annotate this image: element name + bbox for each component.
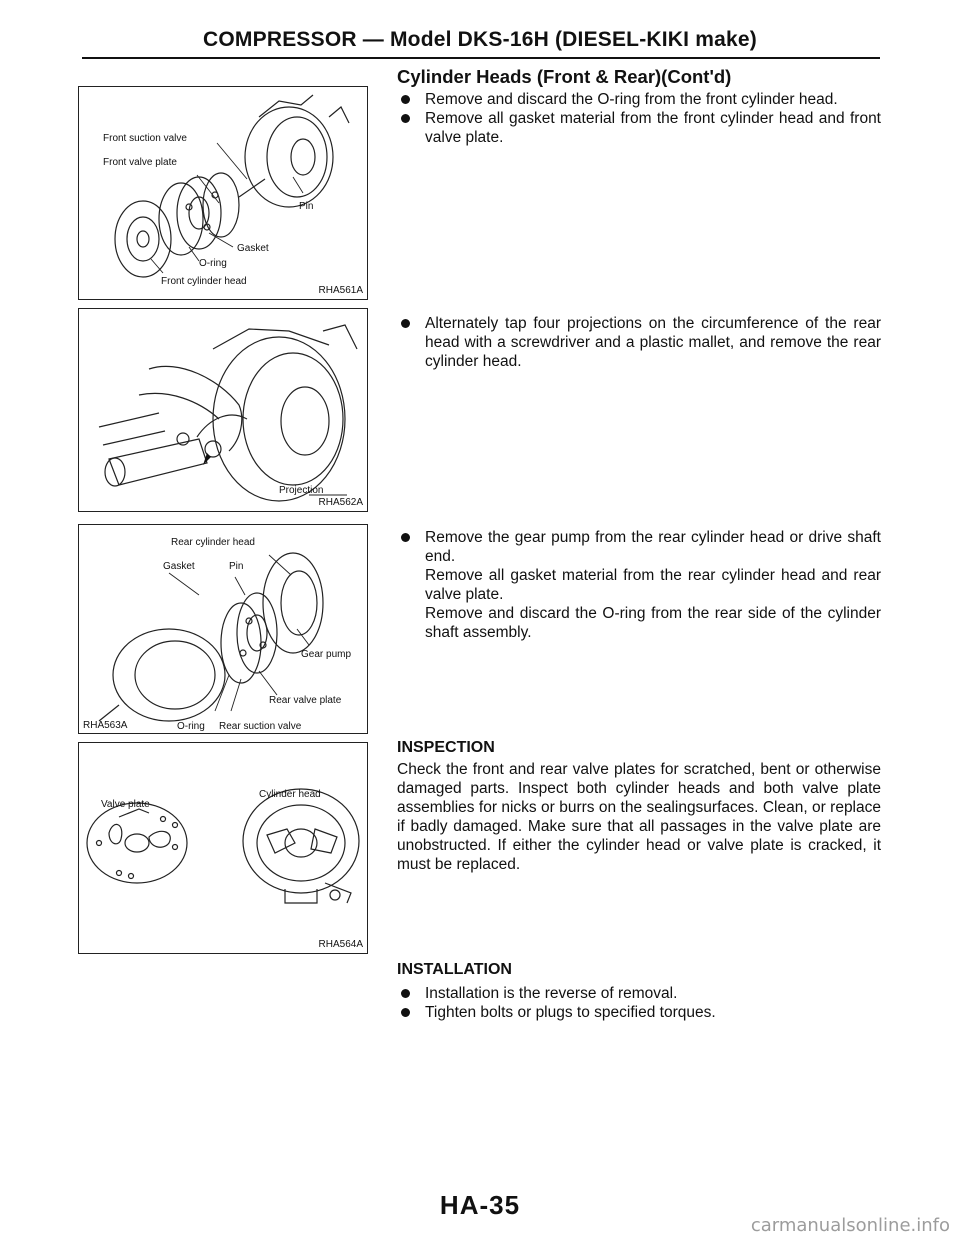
paragraph-line: Remove and discard the O-ring from the rear side of the cylinder shaft assembly. (425, 605, 881, 641)
list-item: Remove and discard the O-ring from the front cylinder head. (397, 90, 881, 109)
label-rear-suction-valve: Rear suction valve (219, 721, 302, 732)
rear-head-removal-illustration (79, 309, 367, 511)
figure-code: RHA563A (83, 720, 128, 731)
inspection-title: INSPECTION (397, 739, 495, 756)
page-header-title: COMPRESSOR — Model DKS-16H (DIESEL-KIKI make) (203, 28, 757, 51)
label-gear-pump: Gear pump (301, 649, 352, 660)
figure-code: RHA562A (318, 497, 363, 508)
label-front-cylinder-head: Front cylinder head (161, 276, 247, 287)
label-front-suction-valve: Front suction valve (103, 133, 187, 144)
text-block-gear-pump (397, 528, 881, 642)
figure-code: RHA561A (318, 285, 363, 296)
label-pin: Pin (229, 561, 244, 572)
page-number: HA-35 (439, 1190, 521, 1220)
valve-plate-cylinder-head-illustration (79, 743, 367, 953)
label-o-ring: O-ring (177, 721, 205, 732)
installation-title: INSTALLATION (397, 961, 512, 978)
header-rule (82, 57, 880, 59)
label-valve-plate: Valve plate (101, 799, 150, 810)
figure-front-cylinder-head (78, 86, 368, 300)
figure-code: RHA564A (318, 939, 363, 950)
paragraph-line: Remove all gasket material from the rear cylinder head and rear valve plate. (425, 567, 881, 603)
label-o-ring: O-ring (199, 258, 227, 269)
label-gasket: Gasket (237, 243, 269, 254)
list-item: Alternately tap four projections on the circumference of the rear head with a screwdriver and a plastic mallet, and remove the rear cylinder head. (397, 314, 881, 371)
label-rear-cylinder-head: Rear cylinder head (171, 537, 255, 548)
label-cylinder-head: Cylinder head (259, 789, 321, 800)
list-item: Installation is the reverse of removal. (397, 984, 881, 1003)
label-front-valve-plate: Front valve plate (103, 157, 177, 168)
section-title: Cylinder Heads (Front & Rear)(Cont'd) (397, 66, 732, 87)
label-pin: Pin (299, 201, 314, 212)
label-gasket: Gasket (163, 561, 195, 572)
list-item: Remove the gear pump from the rear cylinder head or drive shaft end. (397, 528, 881, 566)
list-item: Tighten bolts or plugs to specified torques. (397, 1003, 881, 1022)
watermark: carmanualsonline.info (750, 1215, 950, 1236)
text-block-front-head (397, 66, 881, 147)
figure-valve-plate-cylinder-head (78, 742, 368, 954)
figure-rear-head-removal (78, 308, 368, 512)
figure-rear-cylinder-head (78, 524, 368, 734)
text-block-rear-head (397, 314, 881, 371)
inspection-section (397, 738, 881, 874)
installation-section (397, 960, 881, 1022)
inspection-text: Check the front and rear valve plates for scratched, bent or otherwise damaged parts. Inspect both cylinder heads and both valve plate assemblies for nicks or burrs on the sealingsurfaces. Clean, or replace if badly damaged. Make sure that all passages in the valve plate are unobstructed. If either the cylinder head or valve plate is cracked, it must be replaced. (397, 761, 881, 873)
label-rear-valve-plate: Rear valve plate (269, 695, 342, 706)
label-projection: Projection (279, 485, 324, 496)
list-item: Remove all gasket material from the front cylinder head and front valve plate. (397, 109, 881, 147)
